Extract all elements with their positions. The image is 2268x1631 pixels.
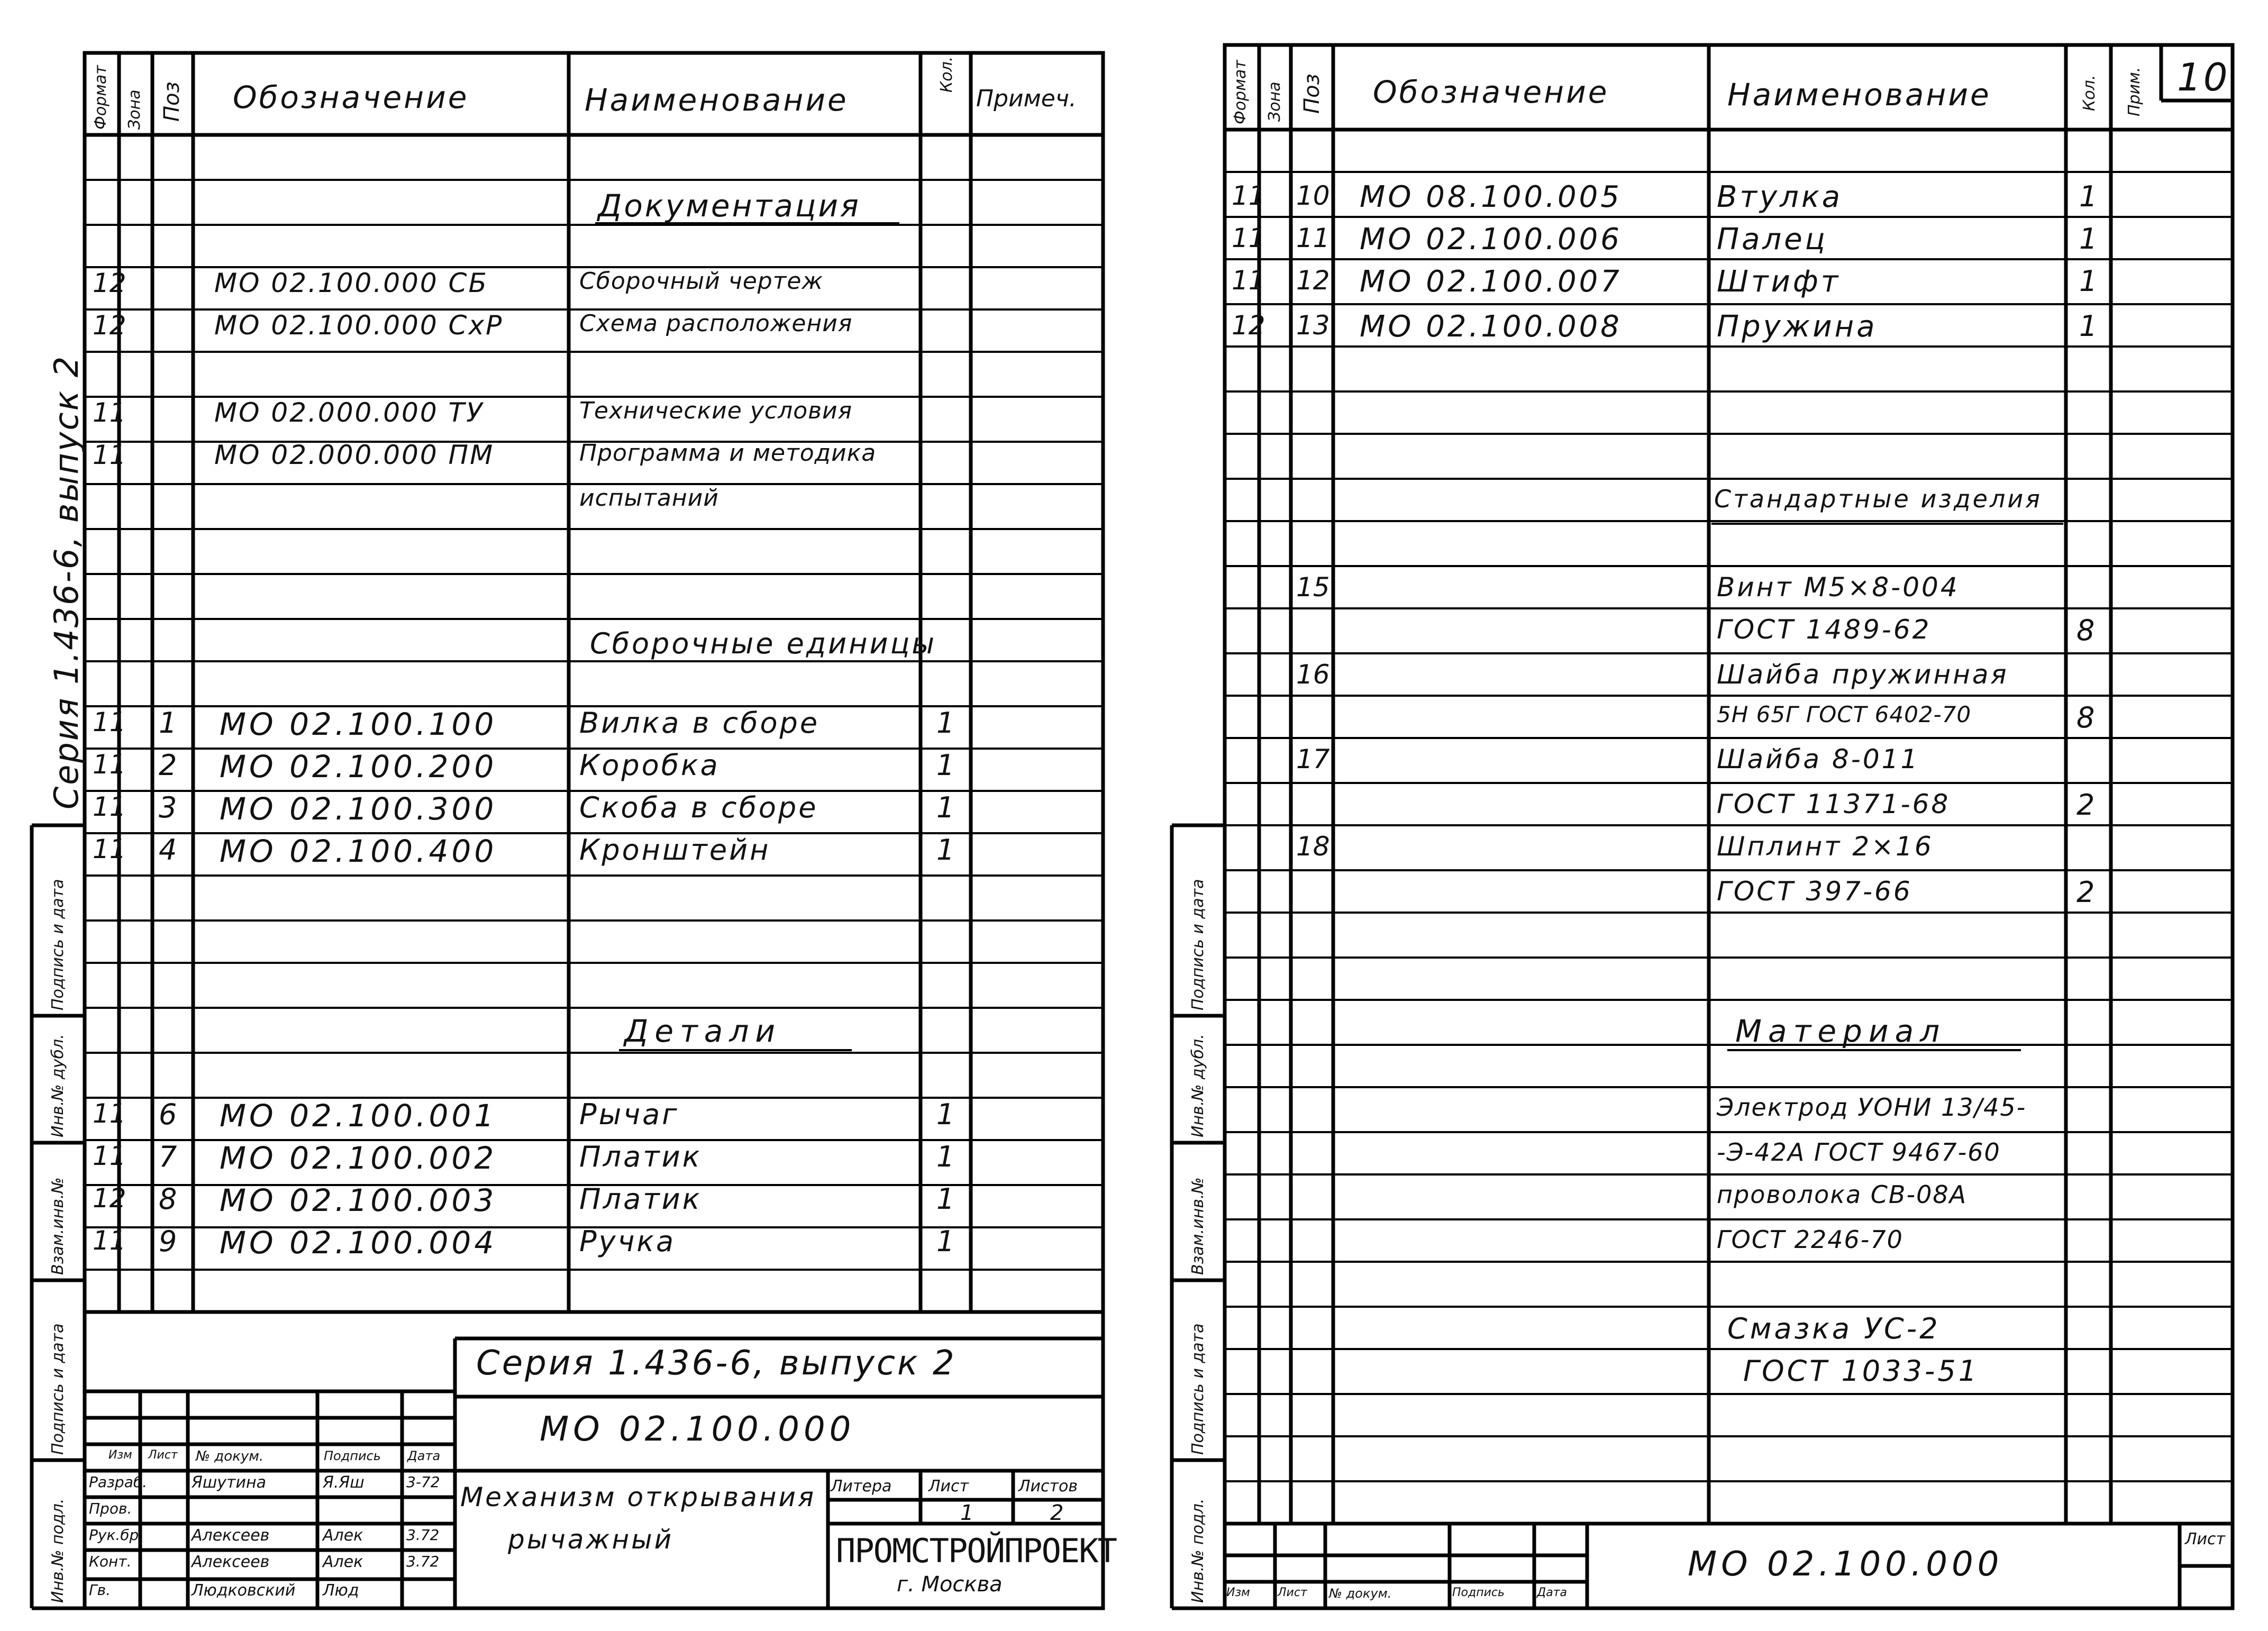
org-city: г. Москва [897, 1572, 1003, 1597]
std-qty: 2 [2076, 788, 2097, 822]
std-name: ГОСТ 397-66 [1717, 876, 1912, 907]
std-qty: 8 [2076, 614, 2097, 647]
r-row-designation: МО 08.100.005 [1360, 180, 1622, 214]
chg-header-doc: № докум. [196, 1448, 264, 1464]
r-row-designation: МО 02.100.008 [1360, 309, 1622, 344]
row-pos: 4 [159, 833, 179, 867]
std-pos: 15 [1296, 572, 1330, 603]
row-qty: 1 [936, 1182, 957, 1216]
section-documentation: Документация [598, 188, 861, 224]
row-format: 11 [93, 791, 126, 822]
series-vertical: Серия 1.436-6, выпуск 2 [47, 354, 86, 809]
r-row-format: 11 [1232, 223, 1265, 253]
section-assembly-units: Сборочные единицы [590, 627, 937, 660]
row-name: Коробка [579, 749, 720, 782]
side-stamp-replace-inv: Взам.инв.№ [49, 1177, 67, 1275]
row-designation: МО 02.100.300 [220, 791, 497, 827]
r-row-name: Пружина [1717, 309, 1878, 344]
std-qty: 2 [2076, 876, 2097, 909]
r-col-header-zone: Зона [1265, 81, 1284, 122]
r-chg-doc: № докум. [1329, 1586, 1392, 1601]
r-chg-list: Лист [1278, 1586, 1307, 1599]
row-designation: МО 02.100.004 [220, 1225, 497, 1261]
r-row-qty: 1 [2079, 265, 2100, 298]
r-side-stamp-sign-date-2: Подпись и дата [1189, 1323, 1207, 1455]
r-col-header-designation: Обозначение [1373, 74, 1609, 110]
role-date: 3.72 [406, 1526, 440, 1544]
std-name: Шплинт 2×16 [1717, 831, 1934, 862]
r-row-pos: 10 [1296, 180, 1330, 211]
row-pos: 9 [159, 1225, 179, 1258]
title-sheet-label: Лист [928, 1477, 969, 1496]
role-name: Яшутина [192, 1473, 267, 1492]
row-pos: 8 [159, 1182, 179, 1216]
row-format: 11 [93, 834, 126, 864]
sheet-number: 10 [2177, 55, 2230, 99]
row-designation: МО 02.100.003 [220, 1182, 497, 1218]
title-series: Серия 1.436-6, выпуск 2 [476, 1344, 957, 1383]
side-stamp-sign-date: Подпись и дата [49, 879, 67, 1010]
row-name: Кронштейн [579, 833, 771, 867]
r-title-doc-code: МО 02.100.000 [1688, 1545, 2003, 1584]
r-row-pos: 13 [1296, 310, 1330, 341]
row-designation: МО 02.000.000 ТУ [214, 397, 484, 428]
role-sign: Я.Яш [323, 1473, 365, 1492]
r-row-name: Штифт [1717, 265, 1841, 299]
title-product-name-2: рычажный [508, 1524, 674, 1555]
row-name: Сборочный чертеж [579, 268, 824, 295]
chg-header-sign: Подпись [324, 1448, 381, 1463]
r-row-pos: 11 [1296, 223, 1330, 253]
r-row-qty: 1 [2079, 180, 2100, 213]
r-row-format: 12 [1232, 310, 1265, 341]
std-name: ГОСТ 1489-62 [1717, 614, 1932, 645]
row-pos: 7 [159, 1140, 179, 1173]
std-qty: 8 [2076, 701, 2097, 734]
r-chg-date: Дата [1537, 1586, 1567, 1599]
row-qty: 1 [936, 749, 957, 782]
role-sign: Алек [323, 1526, 363, 1545]
std-name: ГОСТ 11371-68 [1717, 789, 1951, 819]
section-parts: Детали [624, 1013, 782, 1049]
row-format: 11 [93, 1141, 126, 1171]
role-sign: Люд [323, 1581, 359, 1600]
row-name: Рычаг [579, 1098, 679, 1131]
row-qty: 1 [936, 1225, 957, 1258]
row-designation: МО 02.100.001 [220, 1098, 497, 1134]
r-col-header-note: Прим. [2125, 67, 2144, 116]
material-line: Электрод УОНИ 13/45- [1717, 1093, 2027, 1122]
r-side-stamp-dup-inv: Инв.№ дубл. [1189, 1034, 1207, 1137]
role-date: 3-72 [406, 1473, 440, 1491]
std-name: Винт М5×8-004 [1717, 572, 1960, 603]
r-row-pos: 12 [1296, 265, 1330, 296]
r-chg-izm: Изм [1226, 1586, 1250, 1599]
row-designation: МО 02.100.100 [220, 706, 497, 742]
row-pos: 2 [159, 749, 179, 782]
role-name: Алексеев [192, 1553, 270, 1571]
r-row-format: 11 [1232, 180, 1265, 211]
row-name: Схема расположения [579, 310, 853, 337]
section-standard: Стандартные изделия [1714, 485, 2042, 513]
title-litera-label: Литера [831, 1477, 892, 1496]
std-pos: 17 [1296, 744, 1330, 775]
row-name: Скоба в сборе [579, 791, 818, 824]
r-chg-sign: Подпись [1452, 1586, 1505, 1599]
row-name: Технические условия [579, 397, 853, 424]
row-name: Ручка [579, 1225, 676, 1258]
chg-header-date: Дата [407, 1448, 441, 1463]
title-product-name-1: Механизм открывания [460, 1482, 816, 1512]
title-sheets-label: Листов [1018, 1477, 1078, 1496]
col-header-qty: Кол. [937, 56, 956, 93]
section-material: Материал [1735, 1013, 1946, 1049]
row-name: Платик [579, 1182, 702, 1216]
material-line: ГОСТ 1033-51 [1743, 1354, 1980, 1388]
col-header-format: Формат [92, 65, 110, 130]
col-header-note: Примеч. [976, 85, 1077, 112]
row-format: 12 [93, 310, 126, 341]
r-row-name: Втулка [1717, 180, 1843, 214]
row-format: 11 [93, 1098, 126, 1129]
row-format: 12 [93, 1183, 126, 1214]
role-label: Конт. [89, 1553, 132, 1570]
row-format: 11 [93, 707, 126, 737]
material-line: Смазка УС-2 [1727, 1312, 1941, 1345]
material-line: -Э-42А ГОСТ 9467-60 [1717, 1138, 2001, 1167]
r-title-sheet-label: Лист [2185, 1530, 2226, 1548]
side-stamp-sign-date-2: Подпись и дата [49, 1323, 67, 1455]
row-designation: МО 02.100.002 [220, 1140, 497, 1176]
r-col-header-qty: Кол. [2080, 75, 2099, 111]
col-header-designation: Обозначение [233, 79, 469, 115]
row-name: Вилка в сборе [579, 706, 820, 740]
row-format: 11 [93, 749, 126, 780]
row-format: 12 [93, 268, 126, 298]
std-pos: 16 [1296, 659, 1330, 690]
col-header-name: Наименование [585, 82, 849, 118]
col-header-pos: Поз [160, 81, 184, 122]
org-name: ПРОМСТРОЙПРОЕКТ [836, 1532, 1116, 1570]
role-name: Людковский [192, 1581, 296, 1600]
row-format: 11 [93, 1225, 126, 1256]
row-designation: МО 02.100.200 [220, 749, 497, 785]
role-label: Гв. [89, 1581, 111, 1599]
role-label: Рук.бр. [89, 1526, 144, 1544]
row-name: испытаний [579, 485, 719, 512]
side-stamp-dup-inv: Инв.№ дубл. [49, 1034, 67, 1137]
r-row-designation: МО 02.100.006 [1360, 222, 1622, 257]
std-name: Шайба 8-011 [1717, 744, 1920, 775]
row-designation: МО 02.000.000 ПМ [214, 440, 495, 470]
row-qty: 1 [936, 1098, 957, 1131]
role-label: Разраб. [89, 1473, 148, 1491]
row-pos: 6 [159, 1098, 179, 1131]
row-name: Программа и методика [579, 440, 877, 467]
title-sheets-value: 2 [1050, 1501, 1064, 1525]
r-col-header-pos: Поз [1300, 74, 1324, 114]
row-designation: МО 02.100.400 [220, 833, 497, 869]
row-designation: МО 02.100.000 СхР [214, 310, 504, 341]
title-sheet-value: 1 [960, 1501, 974, 1525]
r-row-designation: МО 02.100.007 [1360, 265, 1622, 299]
title-doc-code: МО 02.100.000 [540, 1410, 855, 1449]
r-row-name: Палец [1717, 222, 1828, 257]
row-qty: 1 [936, 833, 957, 867]
std-name: Шайба пружинная [1717, 659, 2009, 690]
row-qty: 1 [936, 706, 957, 740]
row-format: 11 [93, 440, 126, 470]
material-line: ГОСТ 2246-70 [1717, 1225, 1903, 1254]
row-pos: 1 [159, 706, 179, 740]
role-sign: Алек [323, 1553, 363, 1571]
row-qty: 1 [936, 1140, 957, 1173]
r-row-qty: 1 [2079, 222, 2100, 256]
r-col-header-name: Наименование [1727, 77, 1991, 113]
row-pos: 3 [159, 791, 179, 824]
r-side-stamp-sign-date: Подпись и дата [1189, 879, 1207, 1010]
material-line: проволока СВ-08А [1717, 1180, 1968, 1209]
chg-header-izm: Изм [108, 1448, 132, 1462]
side-stamp-orig-inv: Инв.№ подл. [49, 1498, 67, 1603]
role-name: Алексеев [192, 1526, 270, 1545]
r-side-stamp-replace-inv: Взам.инв.№ [1189, 1177, 1207, 1275]
r-col-header-format: Формат [1231, 60, 1250, 124]
role-label: Пров. [89, 1500, 132, 1517]
r-row-qty: 1 [2079, 309, 2100, 343]
r-side-stamp-orig-inv: Инв.№ подл. [1189, 1498, 1207, 1603]
std-name: 5Н 65Г ГОСТ 6402-70 [1717, 701, 1972, 727]
row-name: Платик [579, 1140, 702, 1173]
std-pos: 18 [1296, 831, 1330, 862]
r-row-format: 11 [1232, 265, 1265, 296]
role-date: 3.72 [406, 1553, 440, 1570]
row-designation: МО 02.100.000 СБ [214, 268, 488, 298]
row-format: 11 [93, 397, 126, 428]
row-qty: 1 [936, 791, 957, 824]
chg-header-list: Лист [148, 1448, 178, 1462]
col-header-zone: Зона [125, 89, 144, 130]
